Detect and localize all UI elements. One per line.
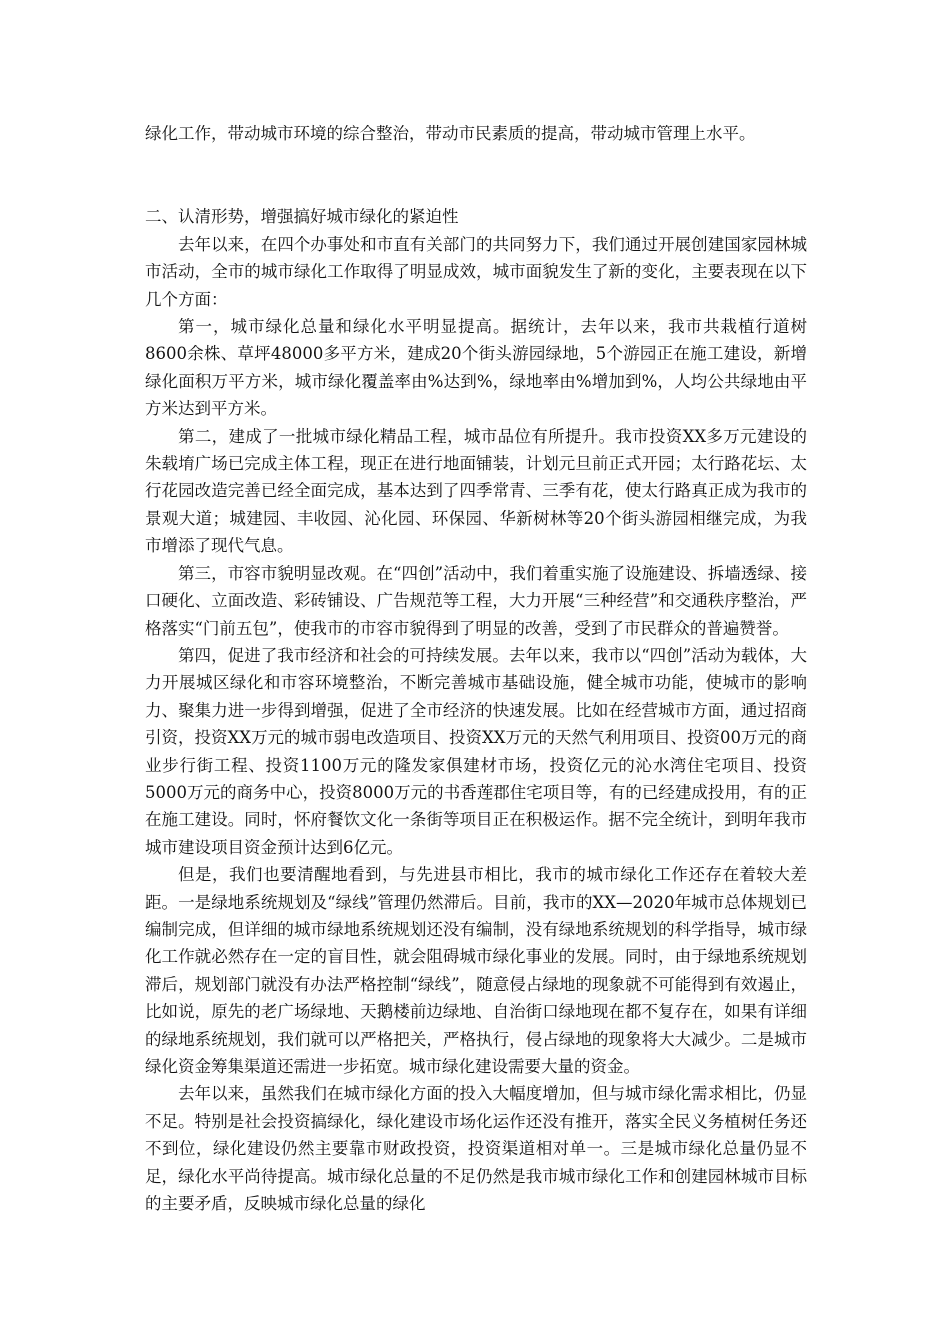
body-paragraph-gaps: 但是，我们也要清醒地看到，与先进县市相比，我市的城市绿化工作还存在着较大差距。一是绿地系统规划及“绿线”管理仍然滞后。目前，我市的XX—2020年城市总体规划已编制完成，但详细的城市绿地系统规划还没有编制，没有绿地系统规划的科学指导，城市绿化工作就必然存在一定的盲目性，就会阻碍城市绿化事业的发展。同时，由于绿地系统规划滞后，规划部门就没有办法严格控制“绿线”，随意侵占绿地的现象就不可能得到有效遏止，比如说，原先的老广场绿地、天鹅楼前边绿地、自治街口绿地现在都不复存在，如果有详细的绿地系统规划，我们就可以严格把关，严格执行，侵占绿地的现象将大大减少。二是城市绿化资金筹集渠道还需进一步拓宽。城市绿化建设需要大量的资金。	[145, 865, 807, 1076]
body-paragraph-intro: 去年以来，在四个办事处和市直有关部门的共同努力下，我们通过开展创建国家园林城市活动，全市的城市绿化工作取得了明显成效，城市面貌发生了新的变化，主要表现在以下几个方面：	[145, 234, 807, 309]
continuation-paragraph: 绿化工作，带动城市环境的综合整治，带动市民素质的提高，带动城市管理上水平。	[145, 124, 756, 143]
body-paragraph-first: 第一，城市绿化总量和绿化水平明显提高。据统计，去年以来，我市共栽植行道树8600余株、草坪48000多平方米，建成20个街头游园绿地，5个游园正在施工建设，新增绿化面积万平方米，城市绿化覆盖率由%达到%，绿地率由%增加到%，人均公共绿地由平方米达到平方米。	[145, 317, 807, 419]
body-paragraph-fourth: 第四，促进了我市经济和社会的可持续发展。去年以来，我市以“四创”活动为载体，大力开展城区绿化和市容环境整治，不断完善城市基础设施，健全城市功能，使城市的影响力、聚集力进一步得到增强，促进了全市经济的快速发展。比如在经营城市方面，通过招商引资，投资XX万元的城市弱电改造项目、投资XX万元的天然气利用项目、投资00万元的商业步行街工程、投资1100万元的隆发家俱建材市场，投资亿元的沁水湾住宅项目、投资5000万元的商务中心，投资8000万元的书香莲郡住宅项目等，有的已经建成投用，有的正在施工建设。同时，怀府餐饮文化一条街等项目正在积极运作。据不完全统计，到明年我市城市建设项目资金预计达到6亿元。	[145, 645, 807, 857]
body-paragraph-second: 第二，建成了一批城市绿化精品工程，城市品位有所提升。我市投资XX多万元建设的朱载堉广场已完成主体工程，现正在进行地面铺装，计划元旦前正式开园；太行路花坛、太行花园改造完善已经全面完成，基本达到了四季常青、三季有花，使太行路真正成为我市的景观大道；城建园、丰收园、沁化园、环保园、华新树林等20个街头游园相继完成，为我市增添了现代气息。	[145, 426, 807, 556]
body-paragraph-funding: 去年以来，虽然我们在城市绿化方面的投入大幅度增加，但与城市绿化需求相比，仍显不足。特别是社会投资搞绿化，绿化建设市场化运作还没有推开，落实全民义务植树任务还不到位，绿化建设仍然主要靠市财政投资，投资渠道相对单一。三是城市绿化总量仍显不足，绿化水平尚待提高。城市绿化总量的不足仍然是我市城市绿化工作和创建园林城市目标的主要矛盾，反映城市绿化总量的绿化	[145, 1084, 807, 1214]
section-heading: 二、认清形势，增强搞好城市绿化的紧迫性	[145, 207, 459, 227]
document-page	[145, 120, 807, 1217]
body-paragraph-third: 第三，市容市貌明显改观。在“四创”活动中，我们着重实施了设施建设、拆墙透绿、接口硬化、立面改造、彩砖铺设、广告规范等工程，大力开展“三种经营”和交通秩序整治，严格落实“门前五包”，使我市的市容市貌得到了明显的改善，受到了市民群众的普遍赞誉。	[145, 563, 807, 638]
